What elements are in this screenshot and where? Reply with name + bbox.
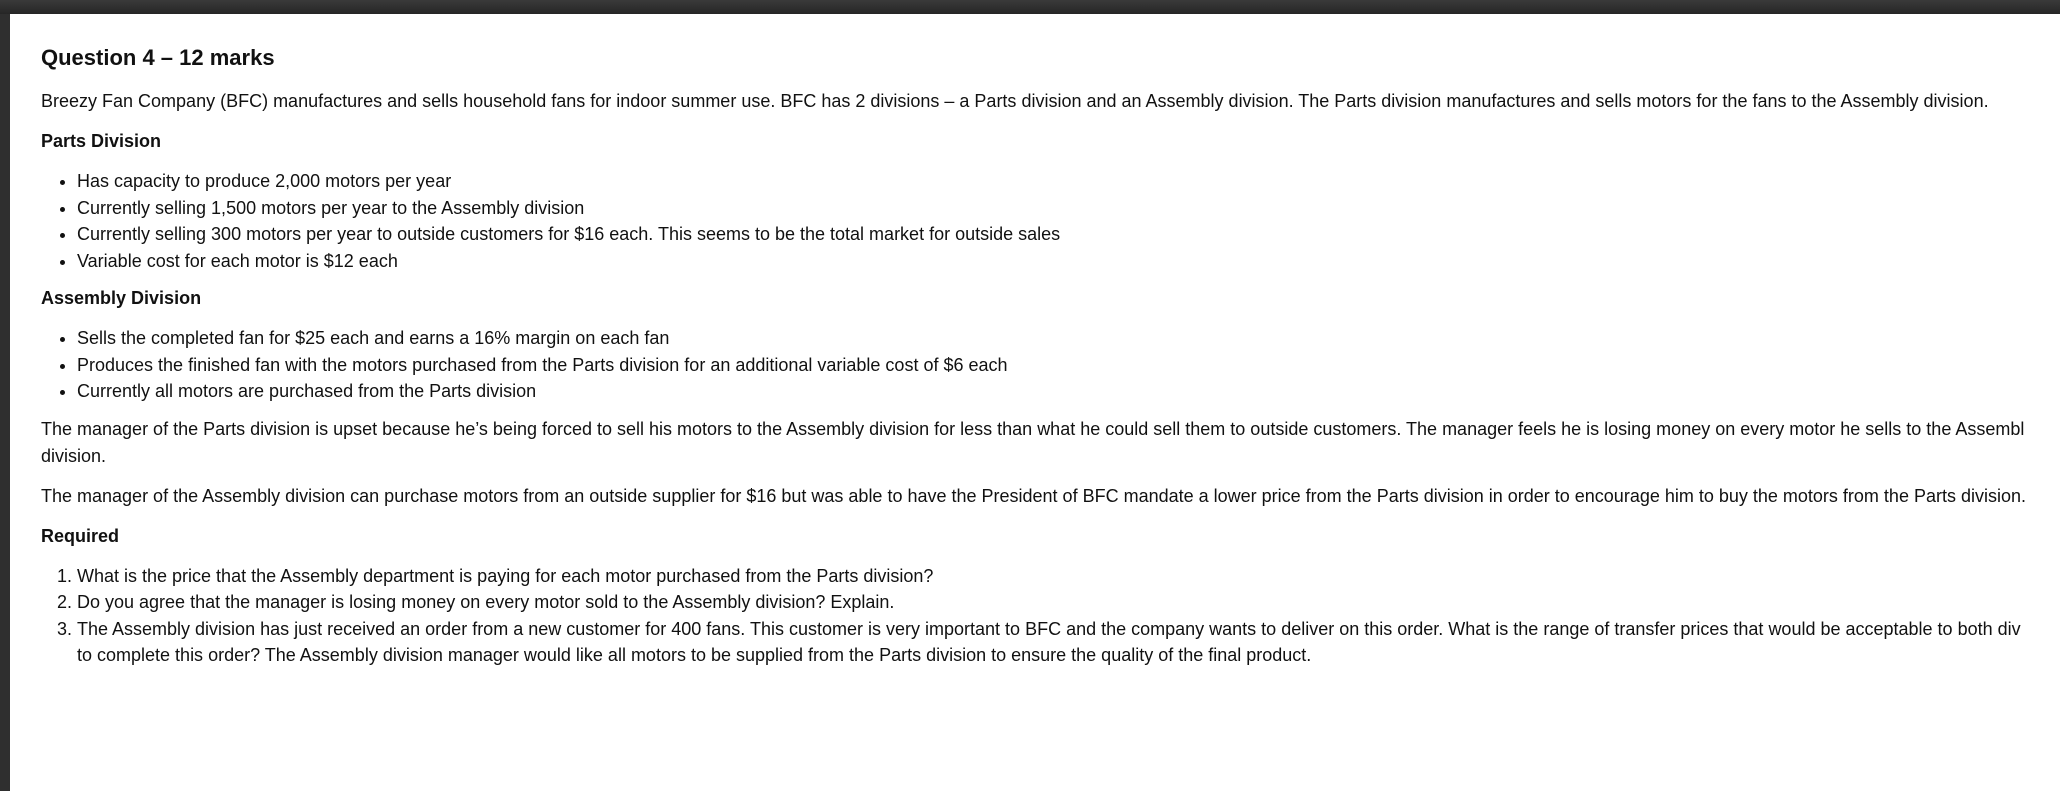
required-heading: Required (41, 525, 120, 546)
window-left-edge (0, 14, 10, 791)
document-content (41, 44, 2026, 680)
list-item: 2. Do you agree that the manager is losing money on every motor sold to the Assembly division? Explain. (77, 589, 2026, 616)
document-page (10, 14, 2060, 791)
required-list (41, 563, 2026, 669)
assembly-manager-paragraph: The manager of the Assembly division can purchase motors from an outside supplier for $16 but was able to have the President of BFC mandate a lower price from the Parts division in order to encourage him to buy the motors from the Parts division. (41, 485, 2026, 506)
parts-division-heading: Parts Division (41, 131, 162, 151)
assembly-division-heading: Assembly Division (41, 288, 202, 308)
parts-manager-paragraph (41, 416, 2026, 470)
assembly-division-list (41, 325, 2026, 405)
paragraph-line: division. (41, 445, 107, 466)
window-top-bar (0, 0, 2060, 14)
list-item: • Sells the completed fan for $25 each and earns a 16% margin on each fan (77, 325, 2026, 352)
list-item: 1. What is the price that the Assembly department is paying for each motor purchased from the Parts division? (77, 563, 2026, 590)
list-item: • Currently all motors are purchased from the Parts division (77, 378, 2026, 405)
list-item: • Currently selling 1,500 motors per year to the Assembly division (77, 195, 2026, 222)
question-title: Question 4 – 12 marks (41, 45, 275, 70)
list-item-line: to complete this order? The Assembly division manager would like all motors to be supplied from the Parts division to ensure the quality of the final product. (77, 645, 1312, 665)
list-item: • Has capacity to produce 2,000 motors per year (77, 168, 2026, 195)
list-item-line: The Assembly division has just received an order from a new customer for 400 fans. This customer is very important to BFC and the company wants to deliver on this order. What is the range of transfer prices that would be acceptable to both div (77, 618, 2021, 639)
list-item: • Produces the finished fan with the motors purchased from the Parts division for an additional variable cost of $6 each (77, 352, 2026, 379)
paragraph-line: The manager of the Parts division is upset because he’s being forced to sell his motors to the Assembly division for less than what he could sell them to outside customers. The manager feels he is losing money on every motor he sells to the Assembl (41, 418, 2025, 439)
intro-paragraph: Breezy Fan Company (BFC) manufactures and sells household fans for indoor summer use. BFC has 2 divisions – a Parts division and an Assembly division. The Parts division manufactures and sells motors for the fans to the Assembly division. (41, 91, 1989, 111)
list-item: • Variable cost for each motor is $12 each (77, 248, 2026, 275)
parts-division-list (41, 168, 2026, 274)
list-item (77, 616, 2026, 669)
list-item: • Currently selling 300 motors per year to outside customers for $16 each. This seems to be the total market for outside sales (77, 221, 2026, 248)
